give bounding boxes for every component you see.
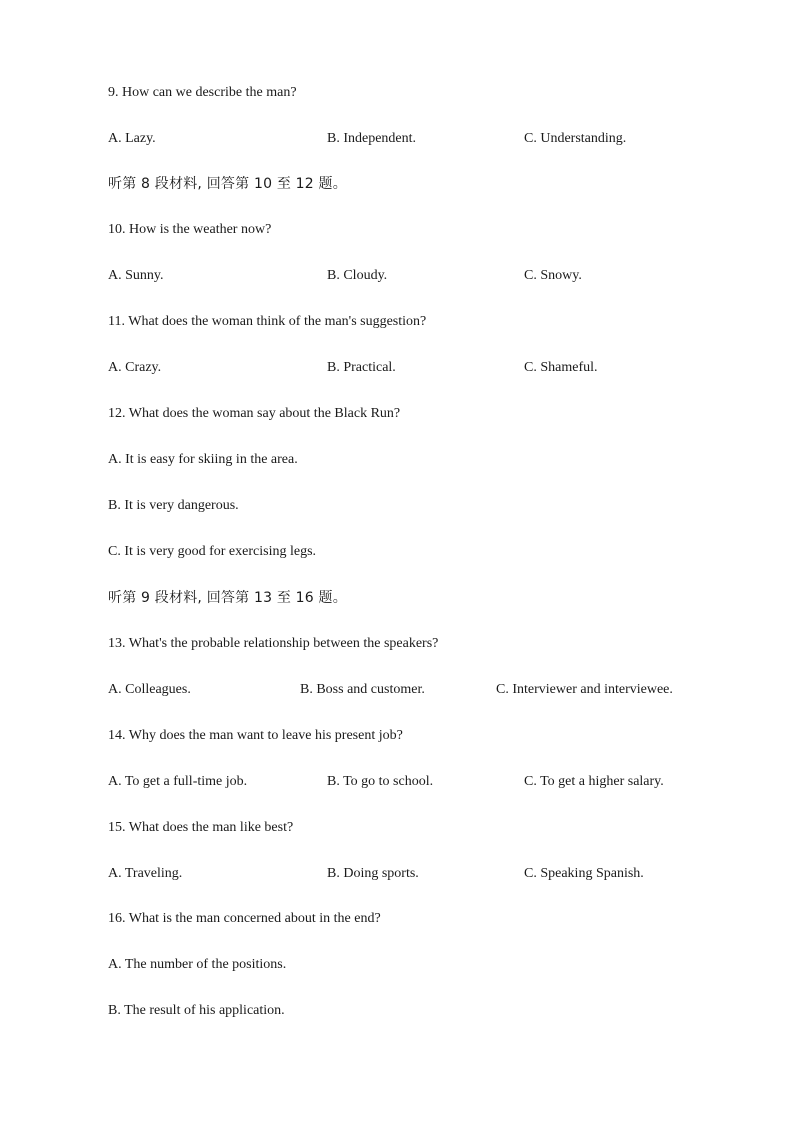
q11-option-c: C. Shameful. bbox=[524, 360, 598, 375]
question-11: 11. What does the woman think of the man's suggestion? bbox=[108, 314, 427, 329]
question-10: 10. How is the weather now? bbox=[108, 222, 272, 237]
question-14: 14. Why does the man want to leave his present job? bbox=[108, 728, 403, 743]
question-9: 9. How can we describe the man? bbox=[108, 85, 297, 100]
question-13: 13. What's the probable relationship between the speakers? bbox=[108, 636, 439, 651]
q11-option-b: B. Practical. bbox=[327, 360, 396, 375]
section-9-heading: 听第 9 段材料, 回答第 13 至 16 题。 bbox=[108, 590, 347, 606]
q16-option-b: B. The result of his application. bbox=[108, 1003, 285, 1018]
question-16: 16. What is the man concerned about in the end? bbox=[108, 911, 381, 926]
q10-option-a: A. Sunny. bbox=[108, 268, 164, 283]
q14-option-a: A. To get a full-time job. bbox=[108, 774, 248, 789]
q14-option-b: B. To go to school. bbox=[327, 774, 434, 789]
q13-option-a: A. Colleagues. bbox=[108, 682, 191, 697]
q11-option-a: A. Crazy. bbox=[108, 360, 162, 375]
question-12: 12. What does the woman say about the Black Run? bbox=[108, 406, 401, 421]
q15-option-a: A. Traveling. bbox=[108, 866, 183, 881]
q12-option-c: C. It is very good for exercising legs. bbox=[108, 544, 317, 559]
q10-option-b: B. Cloudy. bbox=[327, 268, 388, 283]
q9-option-c: C. Understanding. bbox=[524, 131, 627, 146]
q14-option-c: C. To get a higher salary. bbox=[524, 774, 664, 789]
q15-option-c: C. Speaking Spanish. bbox=[524, 866, 644, 881]
q13-option-b: B. Boss and customer. bbox=[300, 682, 425, 697]
q16-option-a: A. The number of the positions. bbox=[108, 957, 287, 972]
q12-option-b: B. It is very dangerous. bbox=[108, 498, 239, 513]
q15-option-b: B. Doing sports. bbox=[327, 866, 419, 881]
q9-option-b: B. Independent. bbox=[327, 131, 417, 146]
q13-option-c: C. Interviewer and interviewee. bbox=[496, 682, 673, 697]
q10-option-c: C. Snowy. bbox=[524, 268, 582, 283]
q9-option-a: A. Lazy. bbox=[108, 131, 156, 146]
question-15: 15. What does the man like best? bbox=[108, 820, 294, 835]
section-8-heading: 听第 8 段材料, 回答第 10 至 12 题。 bbox=[108, 176, 347, 192]
q12-option-a: A. It is easy for skiing in the area. bbox=[108, 452, 298, 467]
